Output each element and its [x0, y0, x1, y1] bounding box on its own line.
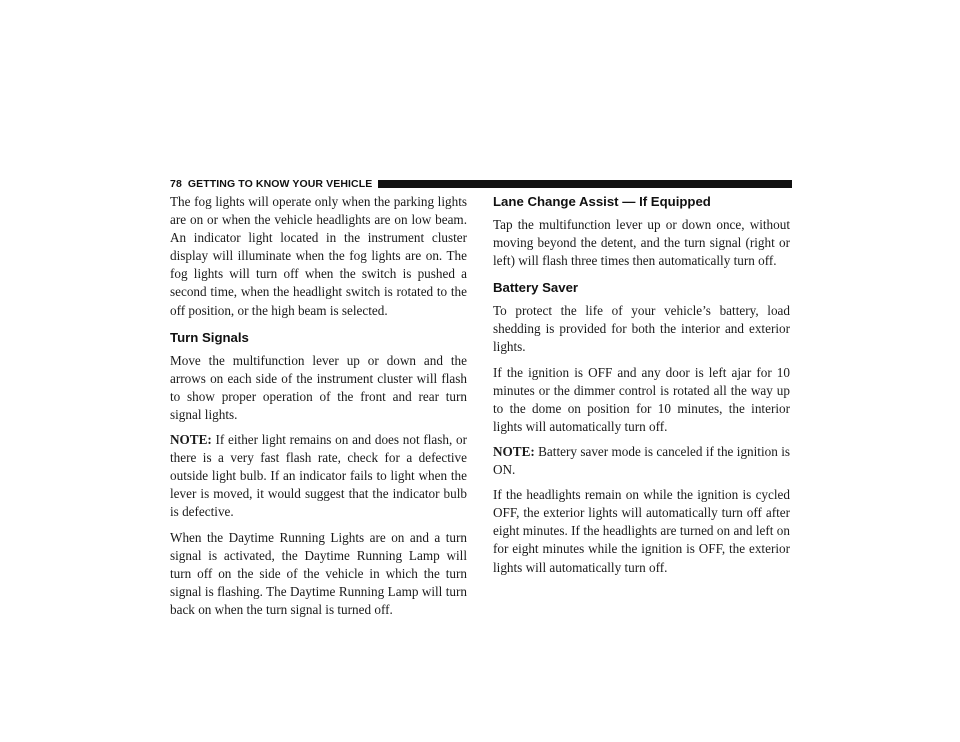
page-header	[170, 177, 792, 191]
battery-saver-paragraph-1: To protect the life of your vehicle’s battery, load shedding is provided for both the interior and exterior lights.	[493, 303, 790, 355]
daytime-running-lights-paragraph: When the Daytime Running Lights are on and a turn signal is activated, the Daytime Running Lamp will turn off on the side of the vehicle in which the turn signal is flashing. The Daytime Running Lamp will turn back on when the turn signal is turned off.	[170, 529, 467, 617]
note-text: If either light remains on and does not flash, or there is a very fast flash rate, check for a defective outside light bulb. If an indicator fails to light when the lever is moved, it would suggest that the indicator bulb is defective.	[170, 432, 467, 520]
note-text: Battery saver mode is canceled if the ignition is ON.	[493, 443, 790, 478]
turn-signals-note	[170, 431, 467, 521]
header-rule	[378, 180, 792, 188]
lane-change-assist-heading: Lane Change Assist — If Equipped	[493, 194, 711, 209]
battery-saver-note	[493, 443, 790, 479]
fog-lights-paragraph: The fog lights will operate only when the parking lights are on or when the vehicle headlights are on low beam. An indicator light located in the instrument cluster display will illuminate when the fog lights are on. The fog lights will turn off when the switch is pushed a second time, when the headlight switch is rotated to the off position, or the high beam is selected.	[170, 194, 467, 318]
right-column	[493, 193, 790, 584]
section-title: GETTING TO KNOW YOUR VEHICLE	[187, 178, 373, 190]
note-label: NOTE:	[493, 443, 535, 459]
lane-change-assist-paragraph: Tap the multifunction lever up or down once, without moving beyond the detent, and the turn signal (right or left) will flash three times then automatically turn off.	[493, 217, 790, 269]
turn-signals-heading: Turn Signals	[170, 329, 249, 345]
note-label: NOTE:	[170, 432, 212, 448]
page-number: 78	[170, 178, 182, 190]
battery-saver-heading: Battery Saver	[493, 280, 579, 296]
left-column	[170, 193, 467, 626]
turn-signals-paragraph: Move the multifunction lever up or down and the arrows on each side of the instrument cluster will flash to show proper operation of the front and rear turn signal lights.	[170, 352, 467, 422]
battery-saver-paragraph-3: If the headlights remain on while the ignition is cycled OFF, the exterior lights will automatically turn off after eight minutes. If the headlights are turned on and left on for eight minutes while the ignition is OFF, the exterior lights will automatically turn off.	[493, 487, 790, 575]
battery-saver-paragraph-2: If the ignition is OFF and any door is left ajar for 10 minutes or the dimmer control is rotated all the way up to the dome on position for 10 minutes, the interior lights will automatically turn off.	[493, 364, 790, 434]
